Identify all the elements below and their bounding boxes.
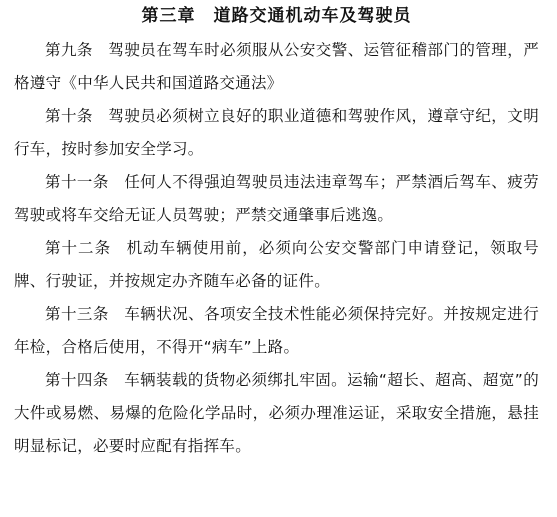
article-11	[14, 166, 539, 232]
chapter-title: 第三章 道路交通机动车及驾驶员	[141, 6, 412, 26]
article-number: 第九条	[45, 41, 93, 59]
article-number: 第十三条	[45, 305, 109, 323]
article-number: 第十二条	[45, 239, 112, 257]
article-text: 驾驶员必须树立良好的职业道德和驾驶作风，遵章守纪，文明行车，按时参加安全学习。	[14, 107, 539, 158]
article-number: 第十条	[45, 107, 93, 125]
article-text: 机动车辆使用前，必须向公安交警部门申请登记，领取号牌、行驶证，并按规定办齐随车必备的证件。	[14, 239, 539, 290]
article-text: 任何人不得强迫驾驶员违法违章驾车；严禁酒后驾车、疲劳驾驶或将车交给无证人员驾驶；严禁交通肇事后逃逸。	[14, 173, 539, 224]
article-13	[14, 298, 539, 364]
article-number: 第十四条	[45, 371, 109, 389]
article-12	[14, 232, 539, 298]
article-number: 第十一条	[45, 173, 109, 191]
article-text: 车辆状况、各项安全技术性能必须保持完好。并按规定进行年检，合格后使用，不得开“病车”上路。	[14, 305, 539, 356]
article-9	[14, 34, 539, 100]
article-14	[14, 364, 539, 463]
article-text: 车辆装载的货物必须绑扎牢固。运输“超长、超高、超宽”的大件或易燃、易爆的危险化学品时，必须办理准运证，采取安全措施，悬挂明显标记，必要时应配有指挥车。	[14, 371, 539, 455]
article-text: 驾驶员在驾车时必须服从公安交警、运管征稽部门的管理，严格遵守《中华人民共和国道路交通法》	[14, 41, 539, 92]
article-10	[14, 100, 539, 166]
